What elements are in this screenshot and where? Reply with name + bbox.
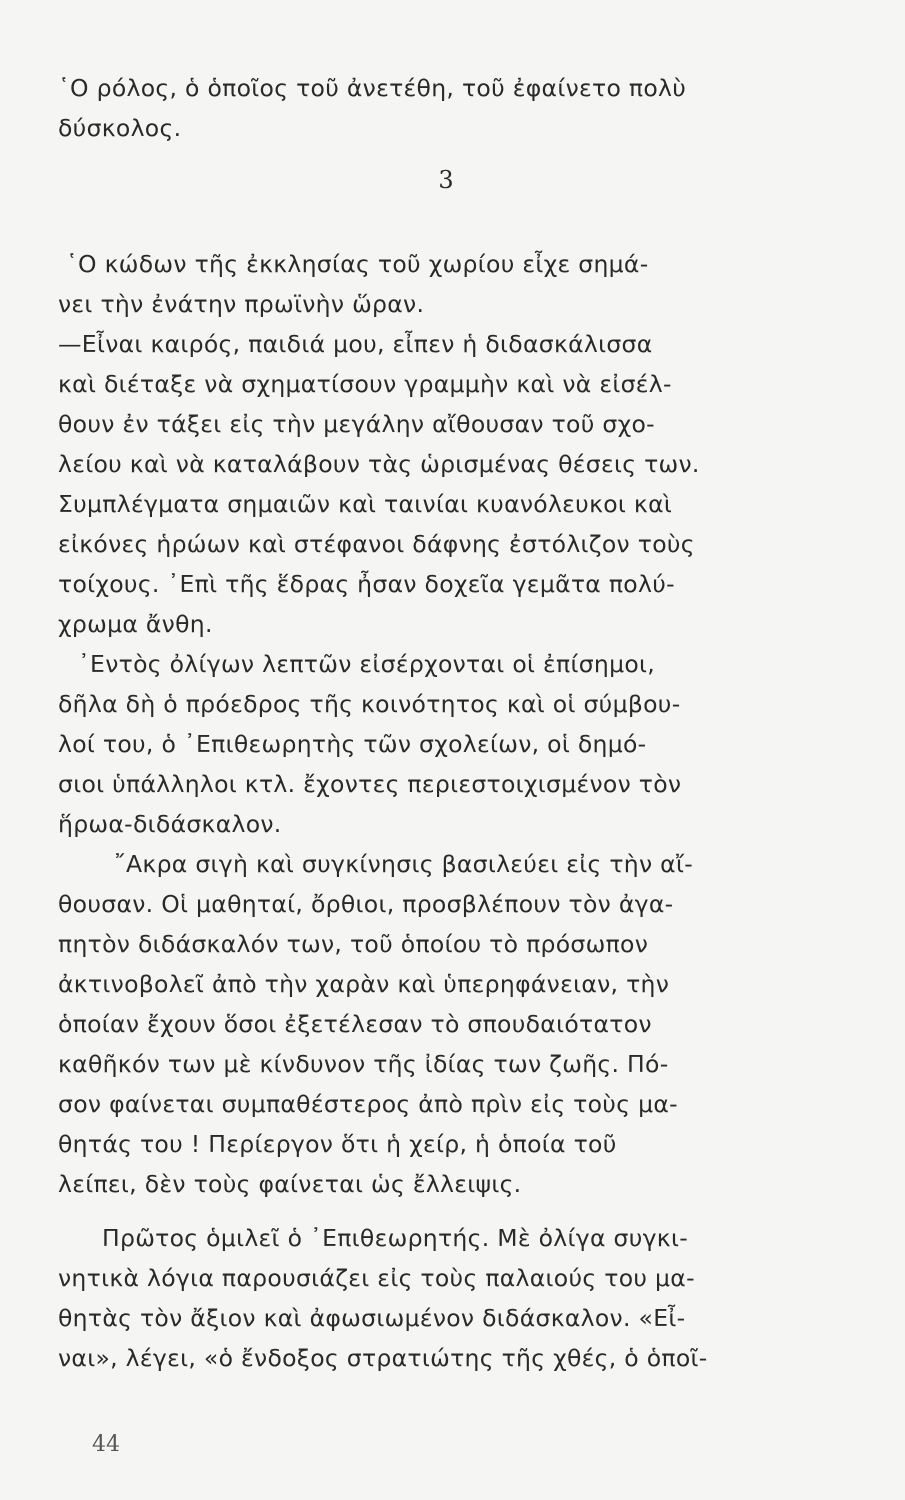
text-line: Συμπλέγματα σημαιῶν καὶ ταινίαι κυανόλευκοι καὶ (58, 490, 673, 518)
text-line: ὁποίαν ἔχουν ὅσοι ἐξετέλεσαν τὸ σπουδαιότατον (58, 1010, 652, 1038)
section-number: 3 (438, 166, 454, 194)
text-line: νητικὰ λόγια παρουσιάζει εἰς τοὺς παλαιούς του μα- (58, 1264, 695, 1292)
text-line: σιοι ὑπάλληλοι κτλ. ἔχοντες περιεστοιχισμένον τὸν (58, 770, 682, 798)
text-line: ἥρωα-διδάσκαλον. (58, 810, 282, 838)
text-line: θουσαν. Οἱ μαθηταί, ὄρθιοι, προσβλέπουν τὸν ἀγα- (58, 890, 674, 918)
text-line: νει τὴν ἐνάτην πρωϊνὴν ὥραν. (58, 290, 425, 318)
text-line: ᾿Εντὸς ὀλίγων λεπτῶν εἰσέρχονται οἱ ἐπίσημοι, (78, 650, 656, 678)
text-line: λοί του, ὁ ᾿Επιθεωρητὴς τῶν σχολείων, οἱ δημό- (58, 730, 647, 758)
page-number: 44 (92, 1432, 120, 1457)
text-line: καὶ διέταξε νὰ σχηματίσουν γραμμὴν καὶ νὰ εἰσέλ- (58, 370, 672, 398)
text-line: καθῆκόν των μὲ κίνδυνον τῆς ἰδίας των ζωῆς. Πό- (58, 1050, 669, 1078)
text-line: ῎Ακρα σιγὴ καὶ συγκίνησις βασιλεύει εἰς τὴν αἴ- (114, 850, 694, 878)
text-line: δύσκολος. (58, 114, 182, 142)
text-line: —Εἶναι καιρός, παιδιά μου, εἶπεν ἡ διδασκάλισσα (58, 330, 653, 358)
text-line: Πρῶτος ὁμιλεῖ ὁ ᾿Επιθεωρητής. Μὲ ὀλίγα συγκι- (102, 1224, 688, 1252)
text-line: εἰκόνες ἡρώων καὶ στέφανοι δάφνης ἐστόλιζον τοὺς (58, 530, 695, 558)
text-line: τοίχους. ᾿Επὶ τῆς ἕδρας ἦσαν δοχεῖα γεμᾶτα πολύ- (58, 570, 675, 598)
text-line: ῾Ο κώδων τῆς ἐκκλησίας τοῦ χωρίου εἶχε σημά- (66, 250, 649, 278)
text-line: θητάς του ! Περίεργον ὅτι ἡ χείρ, ἡ ὁποία τοῦ (58, 1130, 617, 1158)
text-line: ναι», λέγει, «ὁ ἔνδοξος στρατιώτης τῆς χθές, ὁ ὁποῖ- (58, 1344, 708, 1372)
text-line: πητὸν διδάσκαλόν των, τοῦ ὁποίου τὸ πρόσωπον (58, 930, 649, 958)
text-line: λείου καὶ νὰ καταλάβουν τὰς ὡρισμένας θέσεις των. (58, 450, 700, 478)
text-line: λείπει, δὲν τοὺς φαίνεται ὡς ἔλλειψις. (58, 1170, 522, 1198)
text-line: ἀκτινοβολεῖ ἀπὸ τὴν χαρὰν καὶ ὑπερηφάνειαν, τὴν (58, 970, 670, 998)
text-line: θητὰς τὸν ἄξιον καὶ ἀφωσιωμένον διδάσκαλον. «Εἶ- (58, 1304, 686, 1332)
text-line: σον φαίνεται συμπαθέστερος ἀπὸ πρὶν εἰς τοὺς μα- (58, 1090, 678, 1118)
text-line: χρωμα ἄνθη. (58, 610, 213, 638)
text-line: δῆλα δὴ ὁ πρόεδρος τῆς κοινότητος καὶ οἱ σύμβου- (58, 690, 681, 718)
text-line: θουν ἐν τάξει εἰς τὴν μεγάλην αἴθουσαν τοῦ σχο- (58, 410, 655, 438)
text-line: ῾Ο ρόλος, ὁ ὁποῖος τοῦ ἀνετέθη, τοῦ ἐφαίνετο πολὺ (58, 74, 687, 102)
